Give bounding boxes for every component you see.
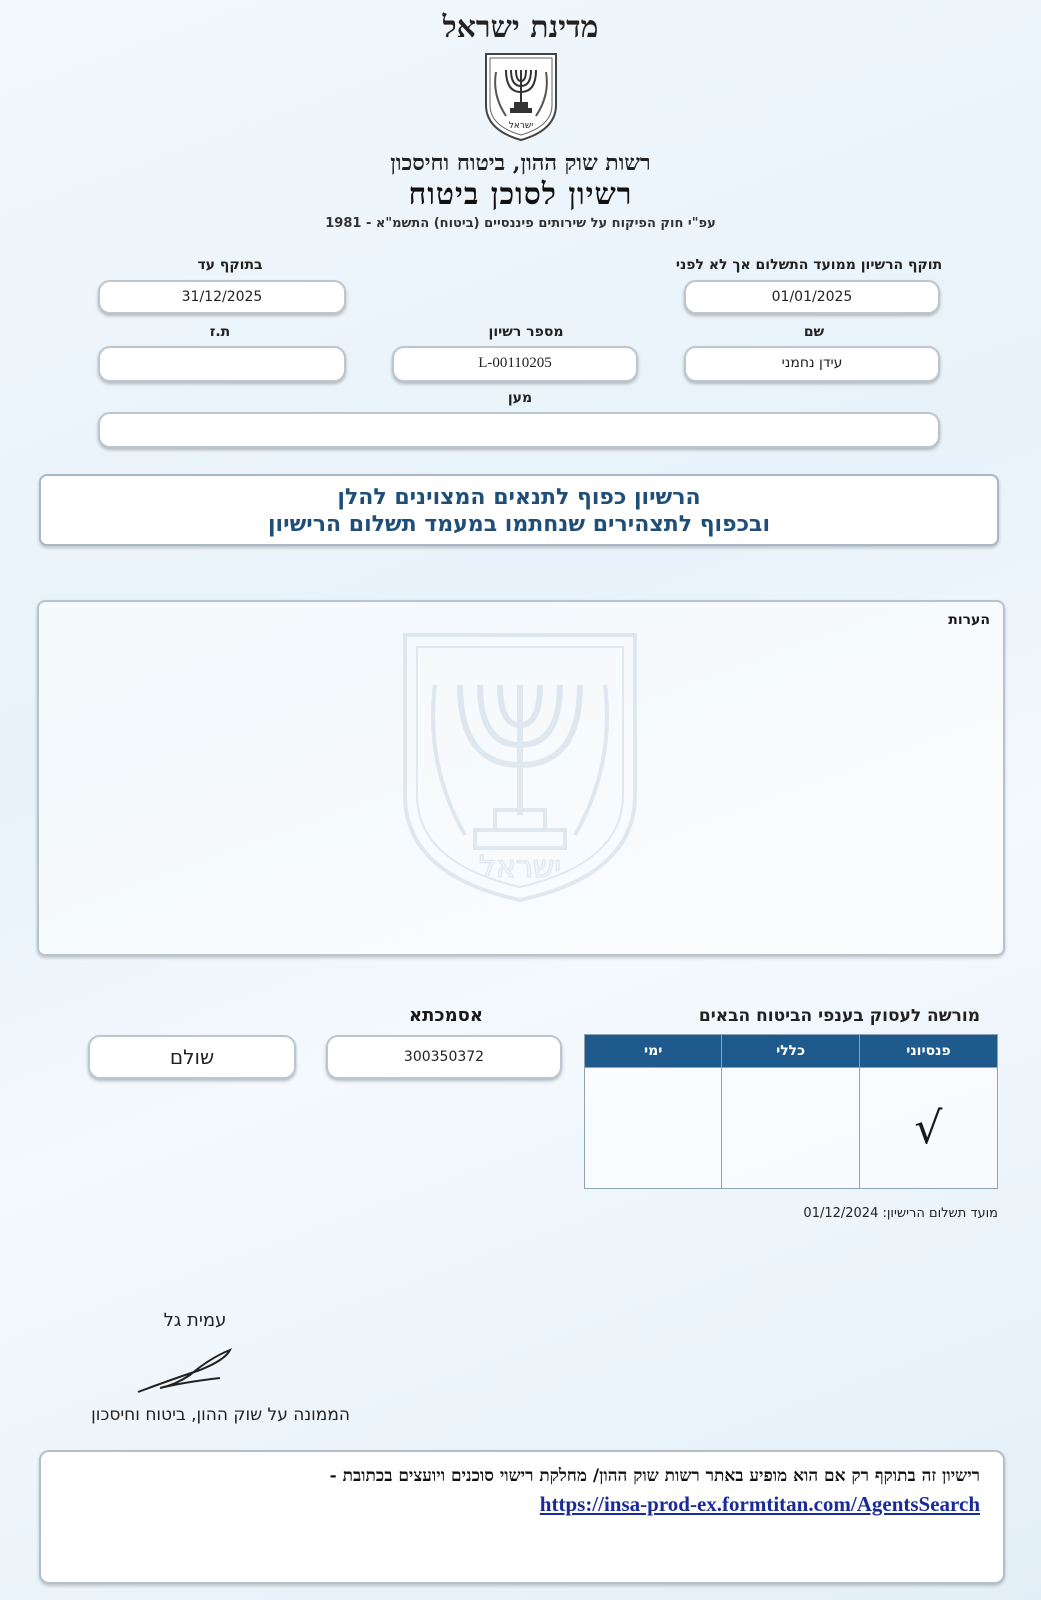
branches-title: מורשה לעסוק בענפי הביטוח הבאים	[698, 1006, 980, 1026]
reference-label: אסמכתא	[409, 1005, 483, 1026]
address-label: מען	[507, 390, 533, 406]
state-title: מדינת ישראל	[442, 10, 599, 45]
authority-name: רשות שוק ההון, ביטוח וחיסכון	[390, 150, 651, 176]
name-label: שם	[803, 324, 825, 340]
branch-mark-marine	[585, 1068, 722, 1189]
signer-title: הממונה על שוק ההון, ביטוח וחיסכון	[91, 1405, 350, 1425]
reference-number-field: 300350372	[326, 1035, 562, 1079]
valid-until-field: 31/12/2025	[98, 280, 346, 314]
conditions-box	[39, 474, 999, 546]
branch-mark-pension: √	[859, 1068, 997, 1189]
branch-header-marine: ימי	[585, 1035, 722, 1068]
name-field: עידן נחמני	[684, 346, 940, 382]
branches-table	[584, 1034, 998, 1189]
branch-header-pension: פנסיוני	[859, 1035, 997, 1068]
notes-label: הערות	[948, 612, 990, 628]
state-emblem-icon	[482, 50, 560, 142]
branch-header-general: כללי	[722, 1035, 860, 1068]
agents-search-link[interactable]: https://insa-prod-ex.formtitan.com/AgentsSearch	[539, 1492, 980, 1516]
id-label: ת.ז	[209, 324, 231, 340]
valid-from-label: תוקף הרשיון ממועד התשלום אך לא לפני	[675, 257, 943, 273]
valid-from-field: 01/01/2025	[684, 280, 940, 314]
valid-until-label: בתוקף עד	[197, 257, 263, 273]
signature-icon	[130, 1340, 240, 1400]
license-number-field: L-00110205	[392, 346, 638, 382]
conditions-line-2: ובכפוף לתצהירים שנחתמו במעמד תשלום הרישיון	[267, 512, 771, 537]
address-field	[98, 412, 940, 448]
emblem-text: ישראל	[508, 121, 534, 131]
payment-status-field: שולם	[88, 1035, 296, 1079]
signer-name: עמית גל	[163, 1310, 227, 1331]
footer-text: רישיון זה בתוקף רק אם הוא מופיע באתר רשות שוק ההון/ מחלקת רישוי סוכנים ויועצים בכתובת -	[329, 1466, 980, 1486]
branch-mark-general	[722, 1068, 860, 1189]
id-field	[98, 346, 346, 382]
payment-date: מועד תשלום הרישיון: 01/12/2024	[803, 1206, 998, 1221]
watermark-text: ישראל	[478, 850, 562, 885]
license-number-label: מספר רשיון	[488, 324, 564, 340]
license-title: רשיון לסוכן ביטוח	[408, 177, 633, 212]
emblem-watermark-icon	[395, 625, 645, 905]
law-reference: עפ"י חוק הפיקוח על שירותים פיננסיים (ביטוח) התשמ"א - 1981	[325, 216, 716, 231]
conditions-line-1: הרשיון כפוף לתנאים המצוינים להלן	[337, 485, 701, 510]
